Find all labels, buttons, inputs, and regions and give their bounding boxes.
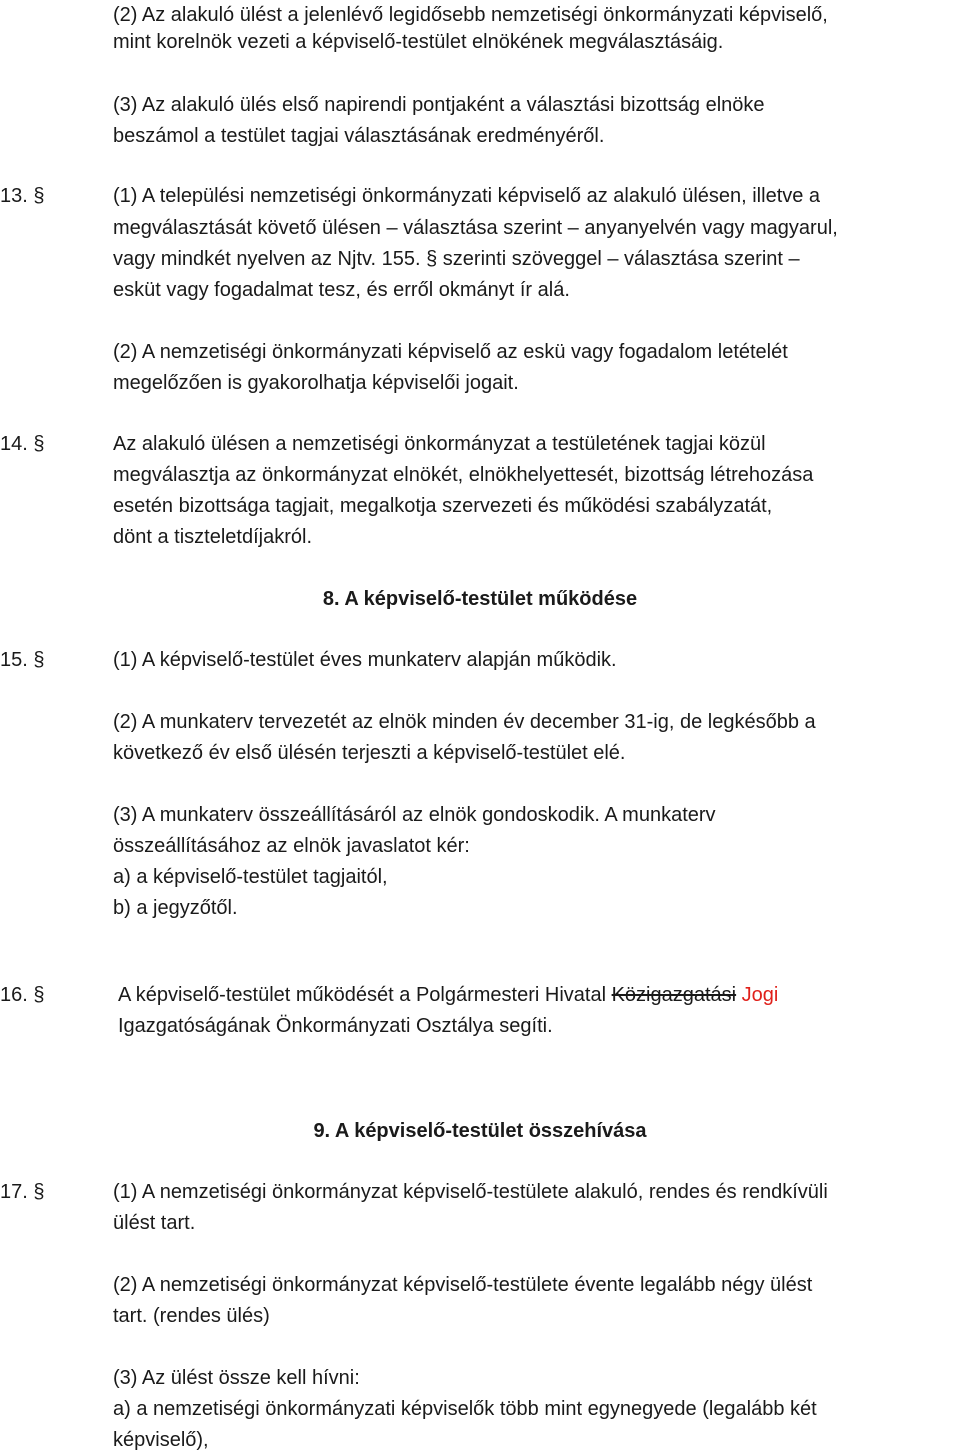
- paragraph-line: (2) A nemzetiségi önkormányzat képviselő-testülete évente legalább négy ülést: [113, 1274, 813, 1296]
- paragraph-line: esetén bizottsága tagjait, megalkotja szervezeti és működési szabályzatát,: [113, 495, 773, 517]
- paragraph-line: (1) A képviselő-testület éves munkaterv alapján működik.: [113, 649, 617, 671]
- paragraph-line: (1) A nemzetiségi önkormányzat képviselő-testülete alakuló, rendes és rendkívüli: [113, 1181, 828, 1203]
- paragraph-line: ülést tart.: [113, 1212, 196, 1234]
- paragraph-line: képviselő),: [113, 1429, 209, 1451]
- paragraph-line: Igazgatóságának Önkormányzati Osztálya segíti.: [118, 1015, 553, 1037]
- section-number-14: 14. §: [0, 433, 45, 455]
- section-heading: 9. A képviselő-testület összehívása: [313, 1120, 647, 1142]
- section-number-13: 13. §: [0, 185, 45, 207]
- paragraph-line: (2) A nemzetiségi önkormányzati képviselő az eskü vagy fogadalom letételét: [113, 341, 788, 363]
- paragraph-line: megelőzően is gyakorolhatja képviselői jogait.: [113, 372, 519, 394]
- paragraph-line: (3) Az alakuló ülés első napirendi pontjaként a választási bizottság elnöke: [113, 94, 765, 116]
- paragraph-line: dönt a tiszteletdíjakról.: [113, 526, 312, 548]
- paragraph-line: megválasztását követő ülésen – választása szerint – anyanyelvén vagy magyarul,: [113, 217, 838, 239]
- section-number-15: 15. §: [0, 649, 45, 671]
- deleted-text: Közigazgatási: [611, 984, 737, 1006]
- paragraph-line: tart. (rendes ülés): [113, 1305, 270, 1327]
- paragraph-line: összeállításához az elnök javaslatot kér:: [113, 835, 470, 857]
- paragraph-line: (3) Az ülést össze kell hívni:: [113, 1367, 360, 1389]
- paragraph-line: b) a jegyzőtől.: [113, 897, 238, 919]
- section-number-17: 17. §: [0, 1181, 45, 1203]
- paragraph-line: vagy mindkét nyelven az Njtv. 155. § szerinti szöveggel – választása szerint –: [113, 248, 800, 270]
- paragraph-line: következő év első ülésén terjeszti a képviselő-testület elé.: [113, 742, 626, 764]
- paragraph-line: [118, 983, 778, 1007]
- paragraph-line: megválasztja az önkormányzat elnökét, elnökhelyettesét, bizottság létrehozása: [113, 464, 814, 486]
- paragraph-line: (2) Az alakuló ülést a jelenlévő legidősebb nemzetiségi önkormányzati képviselő,: [113, 4, 828, 26]
- paragraph-line: beszámol a testület tagjai választásának eredményéről.: [113, 125, 605, 147]
- paragraph-line: Az alakuló ülésen a nemzetiségi önkormányzat a testületének tagjai közül: [113, 433, 766, 455]
- inserted-text: Jogi: [741, 984, 779, 1006]
- section-number-16: 16. §: [0, 984, 45, 1006]
- paragraph-text: A képviselő-testület működését a Polgármesteri Hivatal: [118, 984, 607, 1006]
- paragraph-line: a) a képviselő-testület tagjaitól,: [113, 866, 388, 888]
- paragraph-line: (2) A munkaterv tervezetét az elnök minden év december 31-ig, de legkésőbb a: [113, 711, 816, 733]
- paragraph-line: a) a nemzetiségi önkormányzati képviselők több mint egynegyede (legalább két: [113, 1398, 817, 1420]
- paragraph-line: mint korelnök vezeti a képviselő-testület elnökének megválasztásáig.: [113, 31, 724, 53]
- section-heading: 8. A képviselő-testület működése: [322, 588, 638, 610]
- paragraph-line: esküt vagy fogadalmat tesz, és erről okmányt ír alá.: [113, 279, 570, 301]
- paragraph-line: (1) A települési nemzetiségi önkormányzati képviselő az alakuló ülésen, illetve a: [113, 185, 821, 207]
- paragraph-line: (3) A munkaterv összeállításáról az elnök gondoskodik. A munkaterv: [113, 804, 716, 826]
